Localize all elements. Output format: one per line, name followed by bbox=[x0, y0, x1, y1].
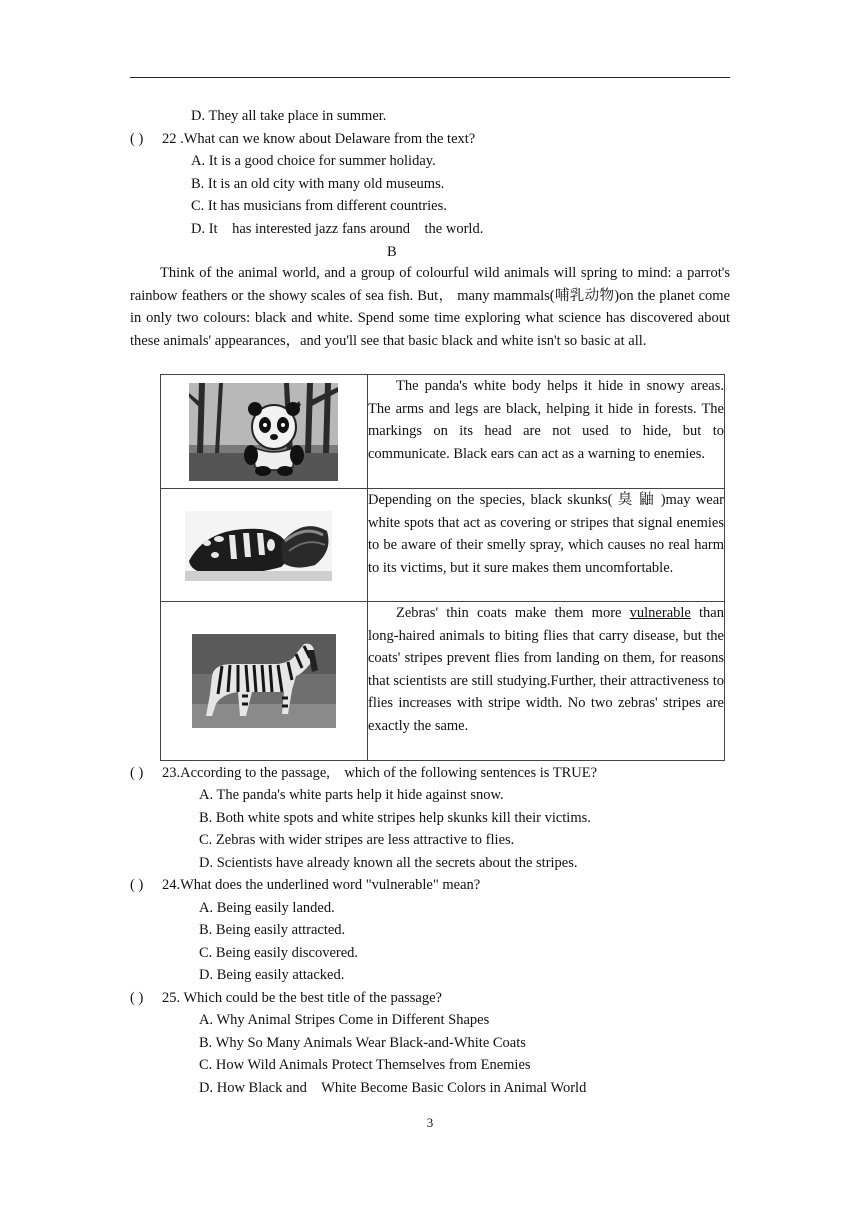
q23-option-d: D. Scientists have already known all the secrets about the stripes. bbox=[199, 855, 578, 871]
q22-option-d: D. It has interested jazz fans around the world. bbox=[191, 221, 484, 237]
answer-blank-q23: ( ) bbox=[130, 765, 144, 781]
q24-option-b: B. Being easily attracted. bbox=[199, 922, 346, 938]
panda-picture bbox=[189, 383, 338, 481]
zebra-description-start: Zebras' thin coats make them more bbox=[396, 605, 630, 621]
q22-option-b: B. It is an old city with many old museums. bbox=[191, 176, 445, 192]
table-row-panda bbox=[161, 375, 725, 489]
q25-option-c: C. How Wild Animals Protect Themselves from Enemies bbox=[199, 1057, 531, 1073]
table-text-cell bbox=[368, 375, 725, 489]
panda-description: The panda's white body helps it hide in snowy areas. The arms and legs are black, helping it hide in forests. The markings on its head are not used to hide, but to communicate. Black ears can act as a warning to enemies. bbox=[368, 378, 724, 462]
header-rule bbox=[130, 77, 730, 78]
table-image-cell bbox=[161, 375, 368, 489]
table-image-cell bbox=[161, 602, 368, 761]
q23-option-b: B. Both white spots and white stripes help skunks kill their victims. bbox=[199, 810, 591, 826]
q25-option-b: B. Why So Many Animals Wear Black-and-White Coats bbox=[199, 1035, 526, 1051]
table-image-cell bbox=[161, 489, 368, 602]
table-text-cell bbox=[368, 602, 725, 761]
table-text-cell bbox=[368, 489, 725, 602]
underlined-word-vulnerable: vulnerable bbox=[629, 605, 691, 621]
q24-option-a: A. Being easily landed. bbox=[199, 900, 335, 916]
answer-blank-q24: ( ) bbox=[130, 877, 144, 893]
animal-table bbox=[160, 374, 725, 761]
section-label: B bbox=[387, 244, 397, 260]
zebra-picture bbox=[192, 634, 336, 728]
question-23: 23.According to the passage, which of the following sentences is TRUE? bbox=[162, 765, 598, 781]
answer-blank-q25: ( ) bbox=[130, 990, 144, 1006]
table-row-zebra bbox=[161, 602, 725, 761]
table-row-skunk bbox=[161, 489, 725, 602]
zebra-description-end: than long-haired animals to biting flies that carry disease, but the coats' stripes prevent flies from landing on them, for reasons that scientists are still studying.Further, their attractiveness to flies increases with stripe width. No two zebras' stripes are exactly the same. bbox=[368, 605, 724, 734]
question-24: 24.What does the underlined word "vulnerable" mean? bbox=[162, 877, 481, 893]
skunk-picture bbox=[185, 511, 332, 581]
q24-option-d: D. Being easily attacked. bbox=[199, 967, 345, 983]
skunk-description: Depending on the species, black skunks( 臭 鼬 )may wear white spots that act as covering or stripes that signal enemies to be aware of their smelly spray, which causes no real harm to its victims, but it sure makes them uncomfortable. bbox=[368, 492, 724, 576]
page-number: 3 bbox=[426, 1115, 434, 1130]
q25-option-a: A. Why Animal Stripes Come in Different Shapes bbox=[199, 1012, 490, 1028]
q22-option-a: A. It is a good choice for summer holiday. bbox=[191, 153, 436, 169]
answer-blank-q22: ( ) bbox=[130, 131, 144, 147]
passage-intro: Think of the animal world, and a group of colourful wild animals will spring to mind: a parrot's rainbow feathers or the showy scales of sea fish. But， many mammals(哺乳动物)on the planet come in only two colours: black and white. Spend some time exploring what science has discovered about these animals' appearances，and you'll see that basic black and white isn't so basic at all. bbox=[130, 265, 730, 349]
q23-option-c: C. Zebras with wider stripes are less attractive to flies. bbox=[199, 832, 515, 848]
q21-option-d: D. They all take place in summer. bbox=[191, 108, 387, 124]
q23-option-a: A. The panda's white parts help it hide against snow. bbox=[199, 787, 504, 803]
question-25: 25. Which could be the best title of the passage? bbox=[162, 990, 442, 1006]
q22-option-c: C. It has musicians from different countries. bbox=[191, 198, 447, 214]
q24-option-c: C. Being easily discovered. bbox=[199, 945, 359, 961]
question-22: 22 .What can we know about Delaware from the text? bbox=[162, 131, 476, 147]
q25-option-d: D. How Black and White Become Basic Colors in Animal World bbox=[199, 1080, 587, 1096]
